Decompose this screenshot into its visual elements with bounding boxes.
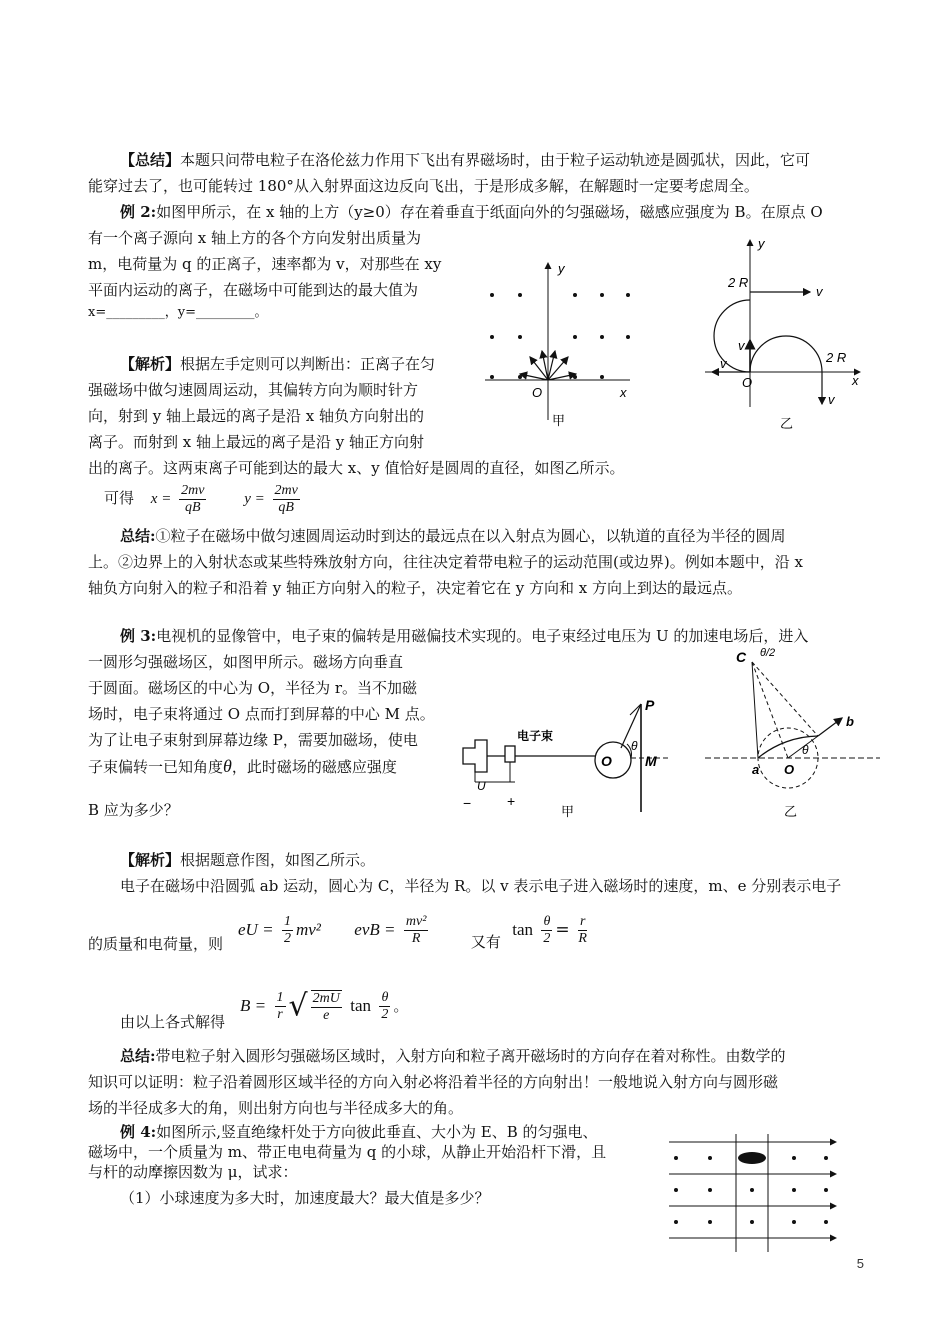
ex4-question1: （1）小球速度为多大时，加速度最大？最大值是多少？ [120, 1189, 490, 1207]
ex3-line7: B 应为多少？ [88, 801, 179, 819]
ex3-summary-line1: 总结:带电粒子射入圆形匀强磁场区域时，入射方向和粒子离开磁场时的方向存在着对称性。由数学的 [120, 1047, 786, 1065]
svg-text:+: + [507, 793, 516, 809]
svg-text:θ/2: θ/2 [760, 647, 776, 659]
ex3-analysis-tag: 【解析】 [120, 851, 181, 869]
ex2-summary-line3: 轴负方向射入的粒子和沿着 y 轴正方向射入的粒子，决定着它在 y 方向和 x 方向上到达的最远点。 [88, 579, 743, 597]
summary1-line1: 【总结】本题只问带电粒子在洛伦兹力作用下飞出有界磁场时，由于粒子运动轨迹是圆弧状，因此，它可 [120, 151, 811, 169]
ex2-figure-jia [480, 255, 640, 430]
ex3-summary-line3: 场的半径成多大的角，则出射方向也与半径成多大的角。 [88, 1099, 464, 1117]
yi-2r-top: 2 R [728, 275, 749, 290]
ex4-line1: 例 4:如图所示,竖直绝缘杆处于方向彼此垂直、大小为 E、B 的匀强电、 [120, 1123, 598, 1141]
ex4-line2: 磁场中，一个质量为 m、带正电电荷量为 q 的小球，从静止开始沿杆下滑，且 [88, 1143, 607, 1161]
svg-text:a: a [752, 762, 760, 777]
ex3-line5: 为了让电子束射到屏幕边缘 P，需要加磁场，使电 [88, 731, 418, 749]
yi-trajectory [758, 736, 818, 758]
ex2-line1: 例 2:如图甲所示，在 x 轴的上方（y≥0）存在着垂直于纸面向外的匀强磁场，磁感应强度为 B。在原点 O [120, 203, 823, 221]
charged-ball [738, 1152, 766, 1164]
ex3-B-formula: B = $\frac{1}{r}$ √ $\frac{2mU}{e}$ tan $\frac{\theta}{2}$ 。 [240, 988, 409, 1024]
ex2-line2: 有一个离子源向 x 轴上方的各个方向发射出质量为 [88, 229, 421, 247]
ex2-line3: m，电荷量为 q 的正离子，速率都为 v，对那些在 xy [88, 255, 442, 273]
svg-text:v: v [720, 356, 727, 371]
svg-text:P: P [645, 697, 655, 713]
ex4-field-dots [674, 1156, 828, 1224]
summary1-line2: 能穿过去了，也可能转过 180°从入射界面这边反向飞出，于是形成多解，在解题时一定要考虑周全。 [88, 177, 759, 195]
jia-y-label: y [558, 261, 565, 276]
ex3-equations: eU = $\frac{1}{2}$ mv² evB = $\frac{\text{mv²}}{R}$ 又有 tan $\frac{\theta}{2}$ = $\frac{r}{R}$ [238, 914, 587, 951]
ex3-tag: 例 3: [120, 627, 157, 645]
jia-origin-label: O [532, 385, 543, 400]
beam-label: 电子束 [517, 729, 554, 743]
y-fraction: $\frac{2mv}{qB}$ [274, 482, 298, 515]
ex2-analysis-line3: 向，射到 y 轴上最远的离子是沿 x 轴负方向射出的 [88, 407, 425, 425]
ex2-summary-line2: 上。②边界上的入射状态或某些特殊放射方向，往往决定着带电粒子的运动范围(或边界)。例如本题中，沿 x [88, 553, 803, 571]
yi-caption: 乙 [780, 416, 794, 431]
ex2-analysis-line4: 离子。而射到 x 轴上最远的离子是沿 y 轴正方向射 [88, 433, 425, 451]
ex2-result: 可得 x = $\frac{2mv}{qB}$ y = $\frac{2mv}{qB}$ [104, 482, 298, 515]
ex3-jia-caption: 甲 [561, 804, 575, 819]
yi-y-label: y [758, 236, 765, 251]
ex2-line5: x=_________，y=_________。 [88, 305, 268, 320]
ex3-line2: 一圆形匀强磁场区，如图甲所示。磁场方向垂直 [88, 653, 404, 671]
jia-x-label: x [620, 385, 627, 400]
yi-arc-right [750, 336, 822, 372]
ex4-figure [664, 1134, 854, 1254]
ex2-summary-line1: 总结:①粒子在磁场中做匀速圆周运动时到达的最远点在以入射点为圆心，以轨道的直径为半径的圆周 [120, 527, 786, 545]
ex3-analysis-line1: 【解析】根据题意作图，如图乙所示。 [120, 851, 376, 869]
ex3-solve-line: 由以上各式解得 [120, 1013, 226, 1031]
yi-origin-label: O [742, 375, 753, 390]
ex3-line3: 于圆面。磁场区的中心为 O，半径为 r。当不加磁 [88, 679, 418, 697]
ex3-analysis-line3: 的质量和电荷量，则 [88, 935, 224, 953]
x-fraction: $\frac{2mv}{qB}$ [181, 482, 205, 515]
ex3-summary-line2: 知识可以证明：粒子沿着圆形区域半径的方向入射必将沿着半径的方向射出！一般地说入射方向与圆形磁 [88, 1073, 779, 1091]
yi-x-label: x [852, 373, 859, 388]
ex3-line6: 子束偏转一已知角度θ，此时磁场的磁感应强度 [88, 756, 397, 776]
ex2-figure-yi [700, 232, 870, 432]
svg-text:O: O [601, 753, 612, 769]
svg-text:b: b [846, 714, 854, 729]
ex2-line4: 平面内运动的离子，在磁场中可能到达的最大值为 [88, 281, 419, 299]
ex3-analysis-line2: 电子在磁场中沿圆弧 ab 运动，圆心为 C，半径为 R。以 v 表示电子进入磁场时的速度，m、e 分别表示电子 [120, 877, 842, 895]
ex3-figure-jia [455, 690, 670, 820]
ex2-analysis-line1: 【解析】根据左手定则可以判断出：正离子在匀 [120, 355, 436, 373]
svg-text:C: C [736, 649, 747, 665]
svg-text:θ: θ [631, 739, 638, 753]
ex2-summary-tag: 总结: [120, 527, 156, 545]
svg-text:v: v [828, 392, 835, 407]
ex2-analysis-line2: 强磁场中做匀速圆周运动，其偏转方向为顺时针方 [88, 381, 419, 399]
svg-text:v: v [816, 284, 823, 299]
ex3-figure-yi [700, 640, 885, 820]
svg-text:−: − [463, 795, 472, 811]
ex2-tag: 例 2: [120, 203, 157, 221]
ex4-tag: 例 4: [120, 1123, 157, 1141]
ex3-line4: 场时，电子束将通过 O 点而打到屏幕的中心 M 点。 [88, 705, 435, 723]
ex3-line1: 例 3:电视机的显像管中，电子束的偏转是用磁偏技术实现的。电子束经过电压为 U 的加速电场后，进入 [120, 627, 809, 645]
svg-text:M: M [645, 753, 657, 769]
ex3-summary-tag: 总结: [120, 1047, 156, 1065]
ex3-yi-caption: 乙 [784, 804, 798, 819]
page-number: 5 [856, 1256, 864, 1271]
ex2-analysis-line5: 出的离子。这两束离子可能到达的最大 x、y 值恰好是圆周的直径，如图乙所示。 [88, 459, 625, 477]
svg-text:v: v [738, 338, 745, 353]
ex4-line3: 与杆的动摩擦因数为 μ，试求： [88, 1163, 298, 1181]
jia-caption: 甲 [552, 413, 566, 428]
svg-text:O: O [784, 762, 795, 777]
summary1-tag: 【总结】 [120, 151, 181, 169]
ex2-analysis-tag: 【解析】 [120, 355, 181, 373]
yi-2r-right: 2 R [826, 350, 847, 365]
svg-text:U: U [477, 779, 486, 793]
svg-text:θ: θ [802, 743, 809, 757]
